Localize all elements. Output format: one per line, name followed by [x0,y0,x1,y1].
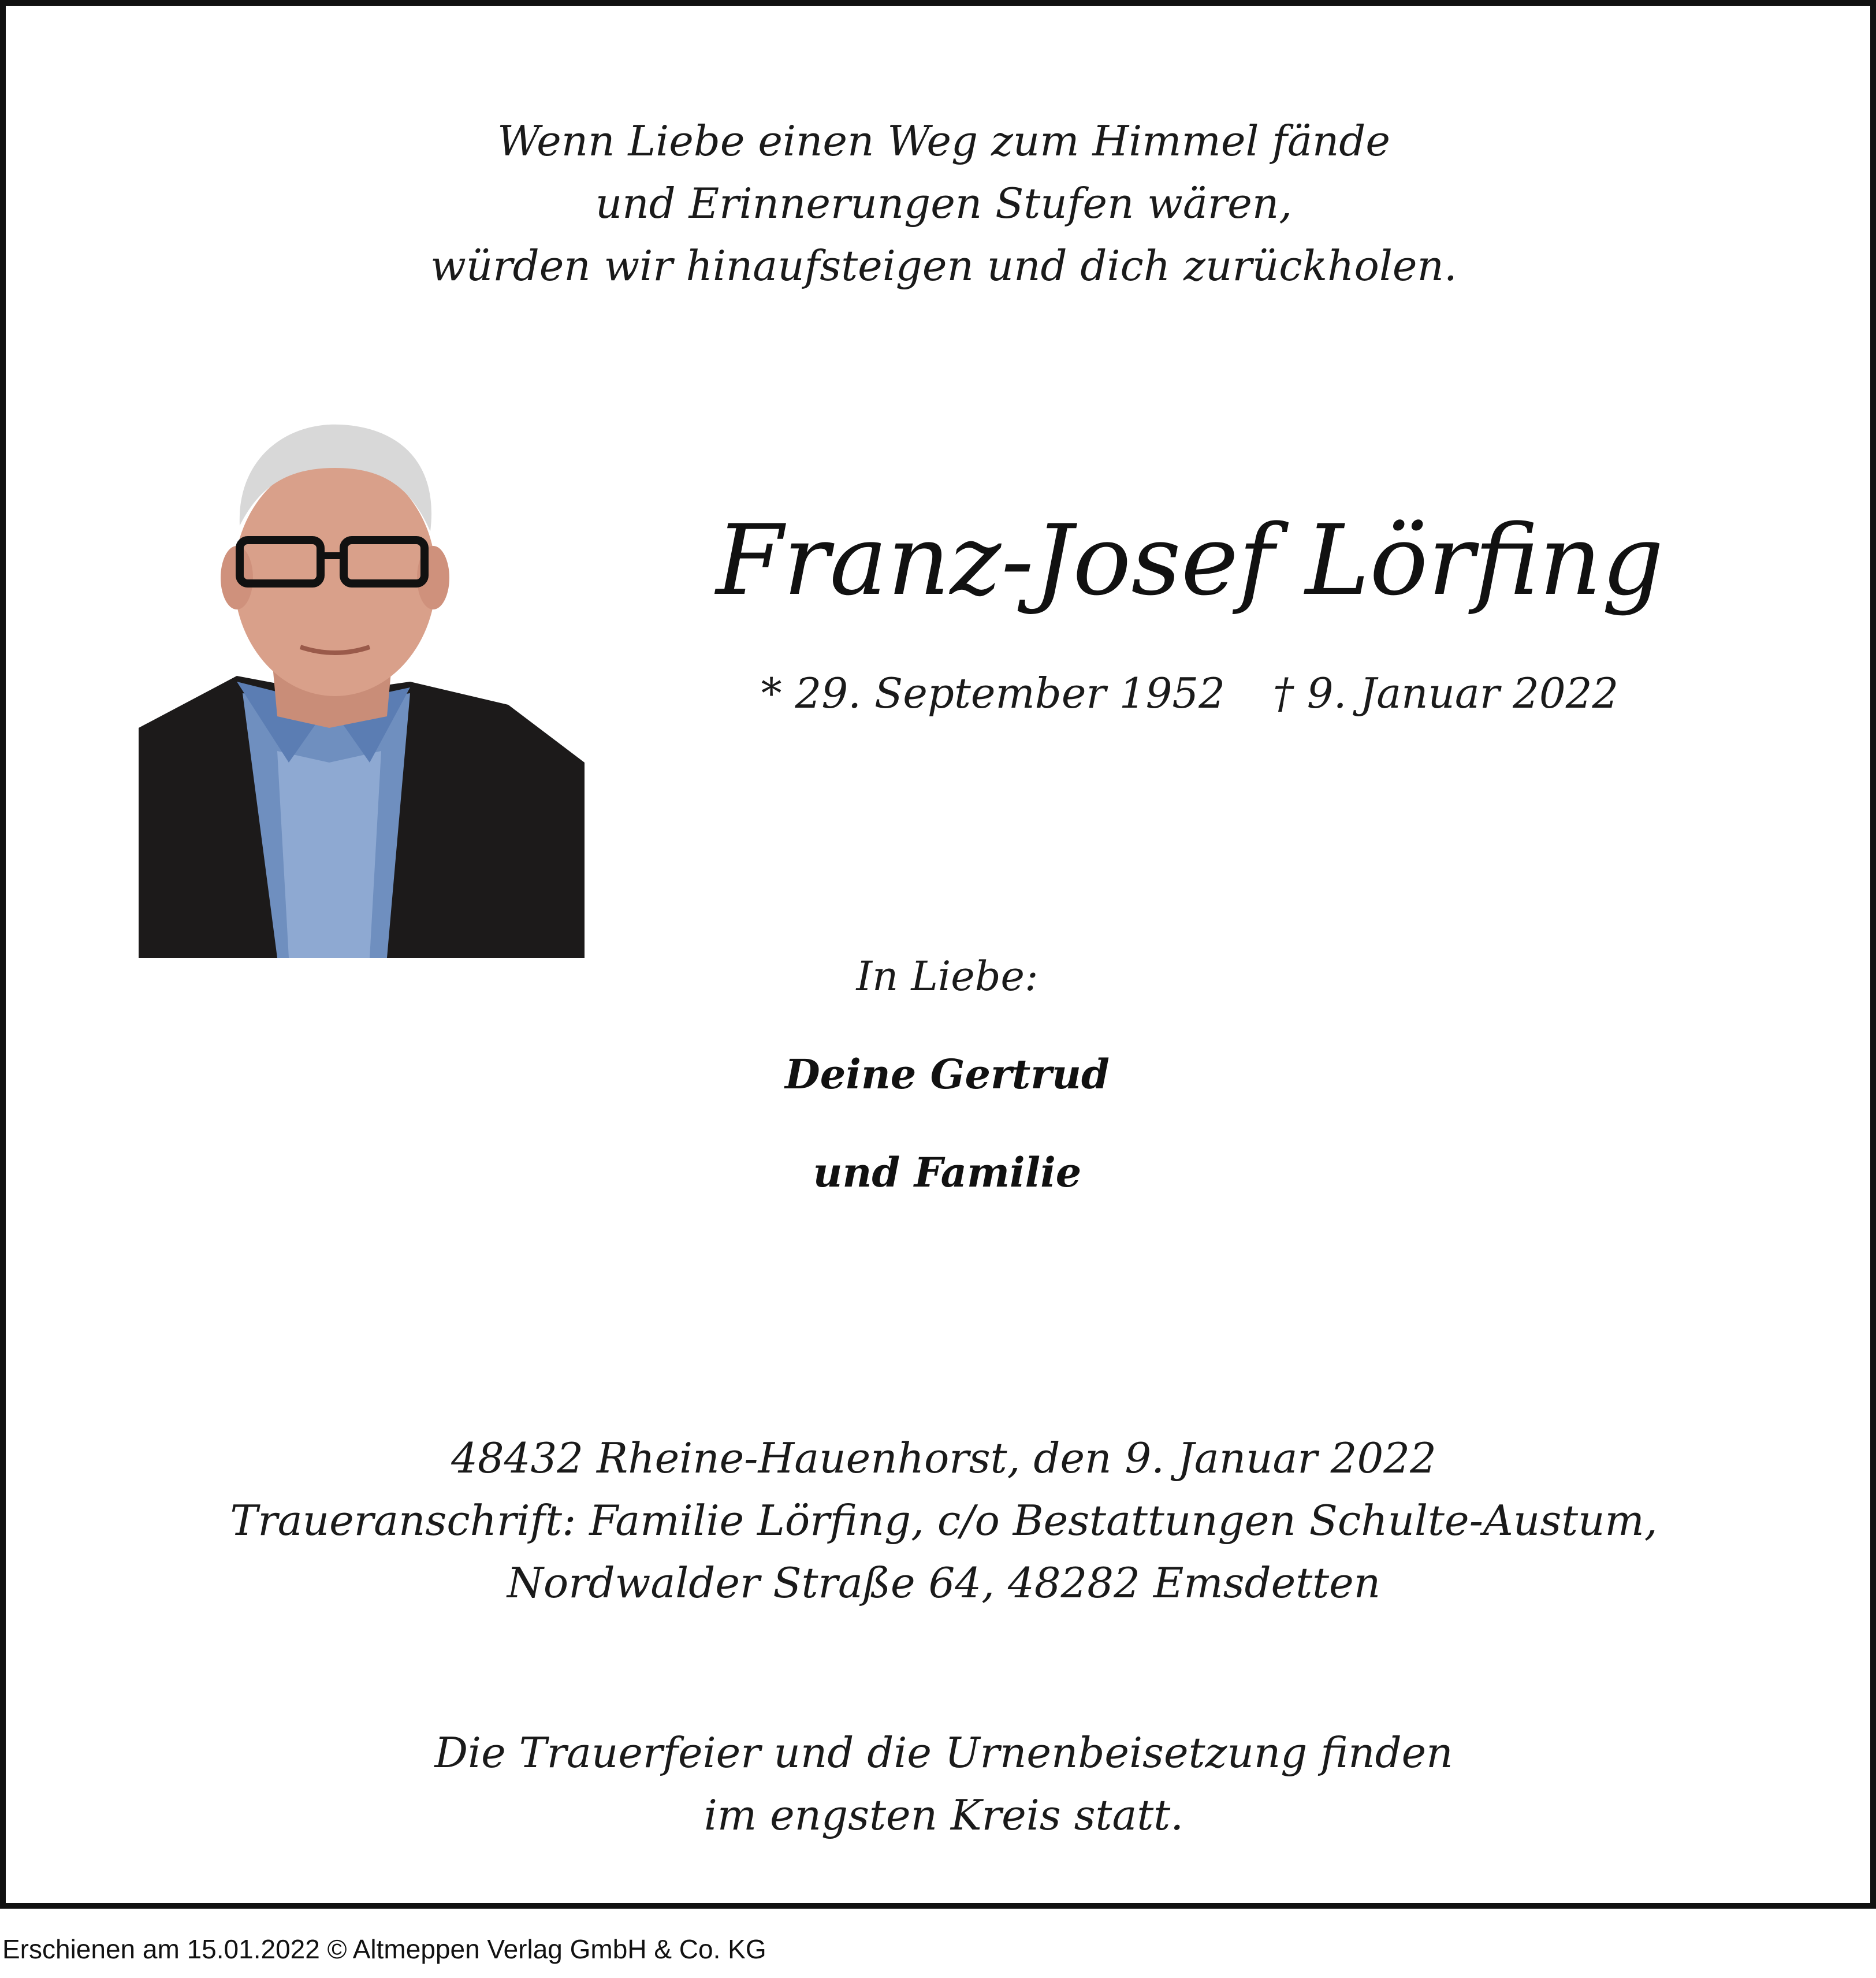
ceremony-note [6,1722,1876,1846]
mourner-family: und Familie [813,1148,1082,1196]
address-line: Nordwalder Straße 64, 48282 Emsdetten [507,1559,1381,1607]
address-line: Traueranschrift: Familie Lörfing, c/o Bestattungen Schulte-Austum, [230,1496,1658,1545]
poem-line: und Erinnerungen Stufen wären, [595,179,1293,228]
portrait-photo [139,404,585,958]
poem-line: Wenn Liebe einen Weg zum Himmel fände [497,117,1390,165]
address-block [6,1427,1876,1614]
life-dates [699,664,1681,722]
birth-date: * 29. September 1952 [761,669,1225,717]
deceased-name: Franz-Josef Lörfing [716,504,1664,617]
publication-footer: Erschienen am 15.01.2022 © Altmeppen Verlag GmbH & Co. KG [2,1934,766,1964]
address-line: 48432 Rheine-Hauenhorst, den 9. Januar 2022 [451,1434,1436,1482]
death-date: † 9. Januar 2022 [1272,669,1619,717]
ceremony-line: im engsten Kreis statt. [704,1791,1184,1839]
mourners-intro: In Liebe: [856,953,1038,1000]
ceremony-line: Die Trauerfeier und die Urnenbeisetzung finden [434,1728,1453,1777]
poem-line: würden wir hinaufsteigen und dich zurückholen. [430,241,1457,290]
mourner-name: Deine Gertrud [785,1050,1110,1098]
poem [6,110,1876,297]
